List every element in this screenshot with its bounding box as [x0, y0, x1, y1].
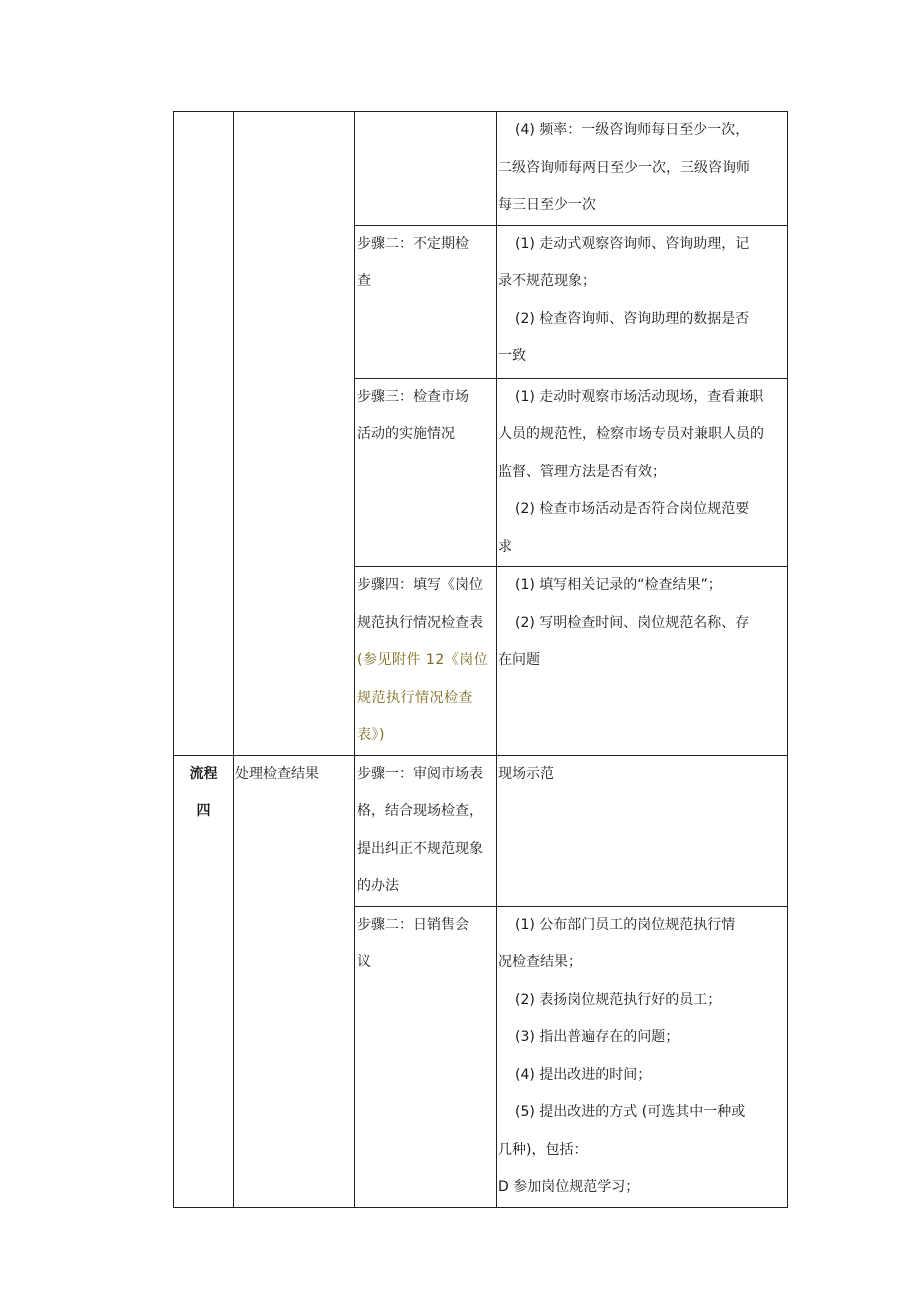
content-line: (4) 频率：一级咨询师每日至少一次， [515, 122, 750, 138]
content-line: (2) 检查市场活动是否符合岗位规范要 [515, 501, 750, 517]
step-label: 查 [357, 273, 371, 289]
content-line: (2) 表扬岗位规范执行好的员工； [515, 991, 722, 1008]
content-line: 况检查结果； [498, 954, 582, 970]
flow-number: 四 [196, 803, 211, 819]
step-label: 步骤四：填写《岗位 [357, 577, 483, 593]
step-label: 规范执行情况检查表 [357, 614, 483, 631]
step-label-cell [355, 755, 497, 906]
step-label: 活动的实施情况 [357, 426, 455, 442]
content-line: 录不规范现象； [498, 273, 596, 289]
content-line: 每三日至少一次 [498, 197, 596, 213]
step-content-cell [497, 755, 788, 906]
step-content-cell [497, 567, 788, 756]
step-content-cell [497, 112, 788, 226]
content-line: 几种)，包括： [498, 1141, 588, 1158]
step-label: 提出纠正不规范现象 [357, 840, 483, 857]
content-line: 二级咨询师每两日至少一次，三级咨询师 [498, 159, 750, 176]
content-line: 现场示范 [498, 765, 554, 782]
step-label: 步骤二：不定期检 [357, 235, 469, 252]
content-line: 求 [498, 538, 512, 555]
content-line: 一致 [498, 348, 526, 364]
flow-head-cell-upper [174, 112, 234, 756]
content-line: D 参加岗位规范学习； [498, 1179, 640, 1195]
process-name: 处理检查结果 [235, 765, 319, 782]
process-table [173, 111, 788, 1208]
content-line: (4) 提出改进的时间； [515, 1066, 652, 1083]
process-name-cell-upper [234, 112, 355, 756]
appendix-reference: (参见附件 12《岗位 [357, 652, 489, 668]
step-label-cell [355, 567, 497, 756]
step-label: 步骤三：检查市场 [357, 388, 469, 405]
content-line: 在问题 [498, 652, 540, 668]
flow-number: 流程 [189, 765, 218, 782]
step-label: 的办法 [357, 878, 399, 894]
appendix-reference: 规范执行情况检查 [357, 689, 473, 706]
step-content-cell [497, 378, 788, 567]
content-line: 人员的规范性，检察市场专员对兼职人员的 [498, 426, 764, 442]
step-label: 格，结合现场检查， [357, 803, 483, 819]
step-label-cell [355, 906, 497, 1207]
content-line: (5) 提出改进的方式 (可选其中一种或 [515, 1104, 746, 1120]
content-line: (1) 走动式观察咨询师、咨询助理，记 [515, 235, 750, 252]
step-label-cell [355, 225, 497, 378]
step-label: 步骤二：日销售会 [357, 916, 469, 933]
content-line: (1) 填写相关记录的“检查结果”； [515, 577, 722, 593]
step-content-cell [497, 906, 788, 1207]
appendix-reference: 表》) [357, 727, 385, 743]
content-line: (3) 指出普遍存在的问题； [515, 1029, 680, 1045]
step-content-cell [497, 225, 788, 378]
step-label: 步骤一：审阅市场表 [357, 765, 483, 782]
content-line: 监督、管理方法是否有效； [498, 463, 666, 480]
content-line: (2) 检查咨询师、咨询助理的数据是否 [515, 310, 750, 327]
flow-head-cell [174, 755, 234, 1207]
content-line: (1) 走动时观察市场活动现场，查看兼职 [515, 388, 764, 405]
process-name-cell [234, 755, 355, 1207]
content-line: (2) 写明检查时间、岗位规范名称、存 [515, 614, 750, 631]
table-row [174, 755, 788, 906]
step-label-cell [355, 112, 497, 226]
step-label: 议 [357, 954, 371, 970]
step-label-cell [355, 378, 497, 567]
table-row [174, 112, 788, 226]
content-line: (1) 公布部门员工的岗位规范执行情 [515, 916, 736, 933]
